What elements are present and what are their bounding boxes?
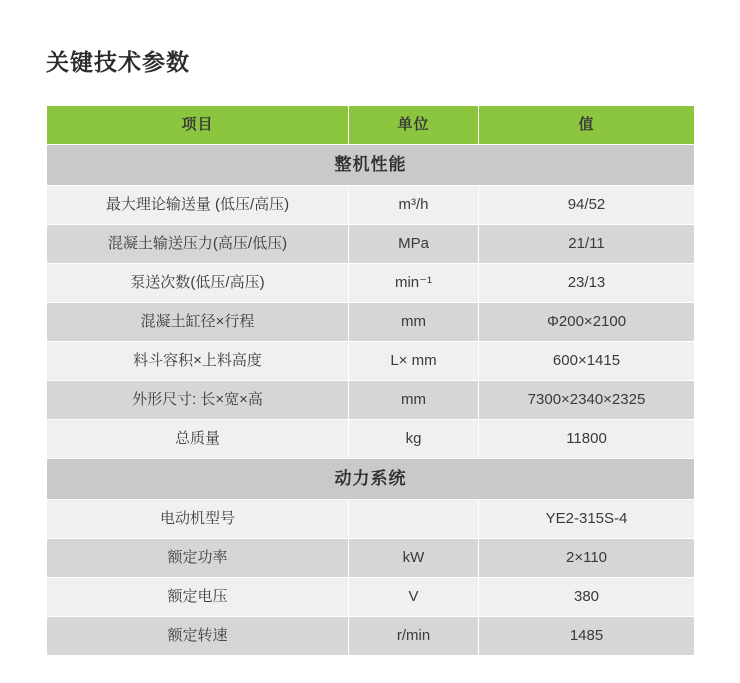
row-unit-value: MPa	[349, 225, 479, 264]
section-header-row	[47, 459, 695, 500]
column-header-unit: 单位	[349, 106, 479, 145]
section-header-row	[47, 145, 695, 186]
row-unit-value: r/min	[349, 617, 479, 656]
section-title-power-system: 动力系统	[47, 459, 695, 500]
row-item-label: 额定电压	[47, 578, 349, 617]
row-unit-value: m³/h	[349, 186, 479, 225]
row-item-label: 电动机型号	[47, 500, 349, 539]
table-row	[47, 500, 695, 539]
table-row	[47, 264, 695, 303]
row-unit-value: mm	[349, 303, 479, 342]
key-technical-parameters-table	[46, 105, 695, 656]
row-value: 7300×2340×2325	[479, 381, 695, 420]
row-item-label: 混凝土缸径×行程	[47, 303, 349, 342]
row-item-label: 总质量	[47, 420, 349, 459]
table-row	[47, 225, 695, 264]
row-value: 23/13	[479, 264, 695, 303]
row-unit-value: kg	[349, 420, 479, 459]
table-row	[47, 303, 695, 342]
table-row	[47, 420, 695, 459]
row-unit-value: V	[349, 578, 479, 617]
row-item-label: 额定转速	[47, 617, 349, 656]
row-value: 11800	[479, 420, 695, 459]
row-value: 600×1415	[479, 342, 695, 381]
row-value: 94/52	[479, 186, 695, 225]
table-body	[47, 145, 695, 656]
row-item-label: 最大理论输送量 (低压/高压)	[47, 186, 349, 225]
row-item-label: 混凝土输送压力(高压/低压)	[47, 225, 349, 264]
section-title-machine-performance: 整机性能	[47, 145, 695, 186]
table-row	[47, 186, 695, 225]
row-unit-value: kW	[349, 539, 479, 578]
table-row	[47, 539, 695, 578]
row-unit-value: min⁻¹	[349, 264, 479, 303]
row-unit-value	[349, 500, 479, 539]
page-title: 关键技术参数	[46, 49, 190, 75]
column-header-value: 值	[479, 106, 695, 145]
table-row	[47, 617, 695, 656]
column-header-item: 项目	[47, 106, 349, 145]
table-header	[47, 106, 695, 145]
row-value: Φ200×2100	[479, 303, 695, 342]
table-row	[47, 578, 695, 617]
row-item-label: 泵送次数(低压/高压)	[47, 264, 349, 303]
row-unit-value: mm	[349, 381, 479, 420]
table-header-row	[47, 106, 695, 145]
table-row	[47, 342, 695, 381]
row-value: YE2-315S-4	[479, 500, 695, 539]
spec-table-container	[46, 105, 694, 656]
row-item-label: 料斗容积×上料高度	[47, 342, 349, 381]
row-item-label: 额定功率	[47, 539, 349, 578]
row-value: 380	[479, 578, 695, 617]
row-value: 1485	[479, 617, 695, 656]
row-value: 21/11	[479, 225, 695, 264]
table-row	[47, 381, 695, 420]
row-item-label: 外形尺寸: 长×宽×高	[47, 381, 349, 420]
row-value: 2×110	[479, 539, 695, 578]
row-unit-value: L× mm	[349, 342, 479, 381]
